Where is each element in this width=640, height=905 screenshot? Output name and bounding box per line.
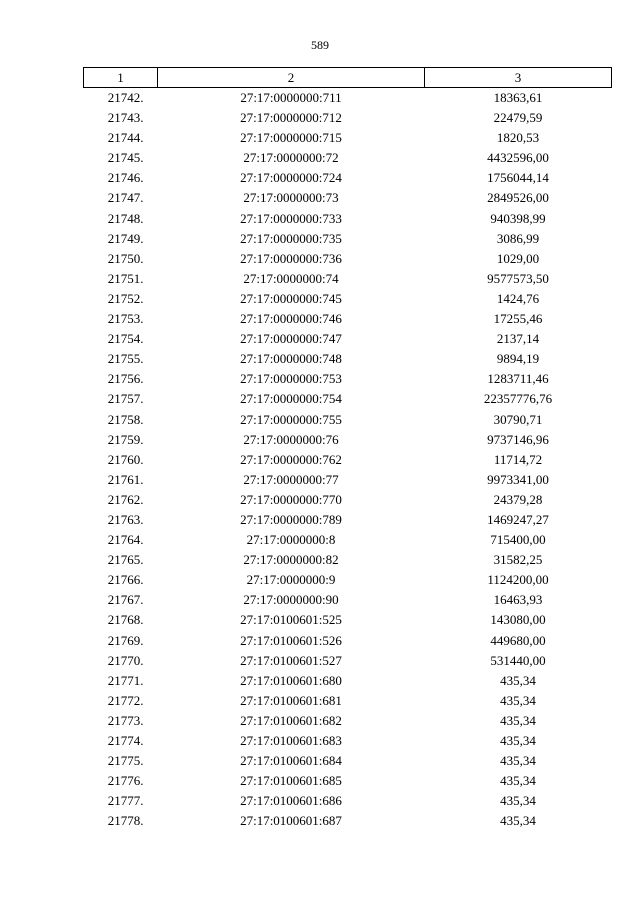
row-number: 21766.: [107, 572, 144, 588]
value: 143080,00: [490, 612, 546, 628]
value: 1283711,46: [487, 371, 549, 387]
row-number: 21749.: [107, 230, 144, 246]
row-number: 21744.: [107, 130, 144, 146]
cadastral-number: 27:17:0100601:680: [240, 672, 342, 688]
cadastral-number: 27:17:0000000:755: [240, 411, 342, 427]
cadastral-number: 27:17:0100601:684: [240, 753, 342, 769]
row-number: 21756.: [107, 371, 144, 387]
cadastral-number: 27:17:0000000:724: [240, 170, 342, 186]
cadastral-number: 27:17:0000000:747: [240, 331, 342, 347]
value: 1424,76: [496, 290, 540, 306]
cadastral-number: 27:17:0000000:9: [246, 572, 336, 588]
table-row: [84, 731, 612, 751]
table-row: [84, 590, 612, 610]
table-body: [84, 88, 612, 832]
row-number: 21764.: [107, 532, 144, 548]
value: 1124200,00: [487, 572, 549, 588]
cadastral-number: 27:17:0000000:745: [240, 290, 342, 306]
cadastral-number: 27:17:0100601:683: [240, 733, 342, 748]
table-row: [84, 631, 612, 651]
table-row: [84, 651, 612, 671]
value: 435,34: [500, 793, 536, 809]
table-row: [84, 791, 612, 811]
value: 11714,72: [493, 451, 543, 467]
table-row: [84, 128, 612, 148]
cadastral-number: 27:17:0100601:685: [240, 773, 342, 789]
table-row: [84, 309, 612, 329]
table-row: [84, 329, 612, 349]
row-number: 21765.: [107, 552, 144, 568]
row-number: 21747.: [107, 190, 144, 206]
row-number: 21773.: [107, 712, 144, 728]
table-row: [84, 249, 612, 269]
value: 435,34: [500, 692, 536, 708]
value: 715400,00: [490, 532, 546, 548]
value: 449680,00: [490, 632, 546, 648]
value: 18363,61: [493, 90, 543, 105]
table-row: [84, 430, 612, 450]
table-row: [84, 289, 612, 309]
value: 24379,28: [493, 491, 543, 507]
table-row: [84, 349, 612, 369]
row-number: 21758.: [107, 411, 144, 427]
value: 435,34: [500, 712, 536, 728]
table-row: [84, 570, 612, 590]
cadastral-number: 27:17:0000000:735: [240, 230, 342, 246]
row-number: 21745.: [107, 150, 144, 166]
table-row: [84, 148, 612, 168]
cadastral-number: 27:17:0000000:770: [240, 491, 342, 507]
value: 9894,19: [496, 351, 540, 367]
value: 22479,59: [493, 110, 543, 126]
row-number: 21752.: [107, 290, 144, 306]
table-row: [84, 88, 612, 109]
table-row: [84, 369, 612, 389]
row-number: 21768.: [107, 612, 144, 628]
row-number: 21750.: [107, 250, 144, 266]
cadastral-number: 27:17:0100601:681: [240, 692, 342, 708]
row-number: 21743.: [107, 110, 144, 126]
cadastral-number: 27:17:0100601:526: [240, 632, 342, 648]
table-row: [84, 510, 612, 530]
value: 1469247,27: [487, 511, 549, 527]
cadastral-number: 27:17:0000000:76: [243, 431, 339, 447]
cadastral-number: 27:17:0000000:733: [240, 210, 342, 226]
header-row: [84, 68, 612, 88]
table-row: [84, 188, 612, 208]
cadastral-number: 27:17:0100601:525: [240, 612, 342, 628]
row-number: 21742.: [107, 90, 144, 105]
row-number: 21755.: [107, 351, 144, 367]
table-row: [84, 490, 612, 510]
row-number: 21772.: [107, 692, 144, 708]
row-number: 21751.: [107, 270, 144, 286]
column-header-1: 1: [84, 68, 158, 88]
table-row: [84, 269, 612, 289]
cadastral-number: 27:17:0000000:715: [240, 130, 342, 146]
table-row: [84, 671, 612, 691]
row-number: 21763.: [107, 511, 144, 527]
row-number: 21770.: [107, 652, 144, 668]
cadastral-number: 27:17:0000000:789: [240, 511, 342, 527]
table-row: [84, 811, 612, 831]
row-number: 21757.: [107, 391, 144, 407]
value: 30790,71: [493, 411, 543, 427]
row-number: 21769.: [107, 632, 144, 648]
cadastral-number: 27:17:0000000:748: [240, 351, 342, 367]
column-header-2: 2: [158, 68, 425, 88]
table-row: [84, 108, 612, 128]
row-number: 21746.: [107, 170, 144, 186]
table-row: [84, 389, 612, 409]
column-header-3: 3: [425, 68, 612, 88]
cadastral-number: 27:17:0000000:736: [240, 250, 342, 266]
value: 4432596,00: [487, 150, 549, 166]
cadastral-number: 27:17:0100601:682: [240, 712, 342, 728]
value: 16463,93: [493, 592, 543, 608]
table-row: [84, 209, 612, 229]
table-row: [84, 610, 612, 630]
table-row: [84, 470, 612, 490]
cadastral-number: 27:17:0000000:8: [246, 532, 336, 548]
row-number: 21774.: [107, 733, 144, 748]
value: 22357776,76: [483, 391, 553, 407]
row-number: 21760.: [107, 451, 144, 467]
table-row: [84, 168, 612, 188]
row-number: 21753.: [107, 311, 144, 327]
table-row: [84, 410, 612, 430]
value: 9973341,00: [487, 471, 549, 487]
value: 435,34: [500, 672, 536, 688]
value: 1756044,14: [487, 170, 549, 186]
table-row: [84, 771, 612, 791]
value: 435,34: [500, 733, 536, 748]
cadastral-number: 27:17:0000000:90: [243, 592, 339, 608]
value: 1820,53: [496, 130, 540, 146]
row-number: 21762.: [107, 491, 144, 507]
cadastral-number: 27:17:0000000:711: [240, 90, 342, 105]
row-number: 21777.: [107, 793, 144, 809]
row-number: 21776.: [107, 773, 144, 789]
table-header: [84, 68, 612, 88]
cadastral-number: 27:17:0000000:754: [240, 391, 342, 407]
row-number: 21775.: [107, 753, 144, 769]
cadastral-number: 27:17:0000000:746: [240, 311, 342, 327]
table-row: [84, 450, 612, 470]
cadastral-number: 27:17:0000000:74: [243, 270, 339, 286]
value: 17255,46: [493, 311, 543, 327]
table-row: [84, 711, 612, 731]
cadastral-number: 27:17:0100601:687: [240, 813, 342, 829]
row-number: 21759.: [107, 431, 144, 447]
value: 2849526,00: [487, 190, 549, 206]
data-table: [83, 67, 612, 831]
value: 940398,99: [490, 210, 546, 226]
table-row: [84, 751, 612, 771]
cadastral-number: 27:17:0000000:77: [243, 471, 339, 487]
value: 31582,25: [493, 552, 543, 568]
table-row: [84, 550, 612, 570]
value: 531440,00: [490, 652, 546, 668]
page-number: 589: [311, 38, 329, 52]
value: 1029,00: [496, 250, 540, 266]
row-number: 21761.: [107, 471, 144, 487]
row-number: 21778.: [107, 813, 144, 829]
value: 435,34: [500, 753, 536, 769]
row-number: 21771.: [107, 672, 144, 688]
cadastral-number: 27:17:0000000:712: [240, 110, 342, 126]
value: 9737146,96: [487, 431, 549, 447]
cadastral-number: 27:17:0000000:73: [243, 190, 339, 206]
row-number: 21748.: [107, 210, 144, 226]
cadastral-number: 27:17:0000000:82: [243, 552, 339, 568]
value: 435,34: [500, 773, 536, 789]
cadastral-number: 27:17:0000000:762: [240, 451, 342, 467]
value: 9577573,50: [487, 270, 549, 286]
row-number: 21767.: [107, 592, 144, 608]
cadastral-number: 27:17:0100601:527: [240, 652, 342, 668]
cadastral-number: 27:17:0100601:686: [240, 793, 342, 809]
value: 435,34: [500, 813, 536, 829]
value: 2137,14: [496, 331, 540, 347]
cadastral-number: 27:17:0000000:72: [243, 150, 339, 166]
row-number: 21754.: [107, 331, 144, 347]
cadastral-number: 27:17:0000000:753: [240, 371, 342, 387]
table-row: [84, 229, 612, 249]
table-row: [84, 530, 612, 550]
table-row: [84, 691, 612, 711]
value: 3086,99: [496, 230, 540, 246]
